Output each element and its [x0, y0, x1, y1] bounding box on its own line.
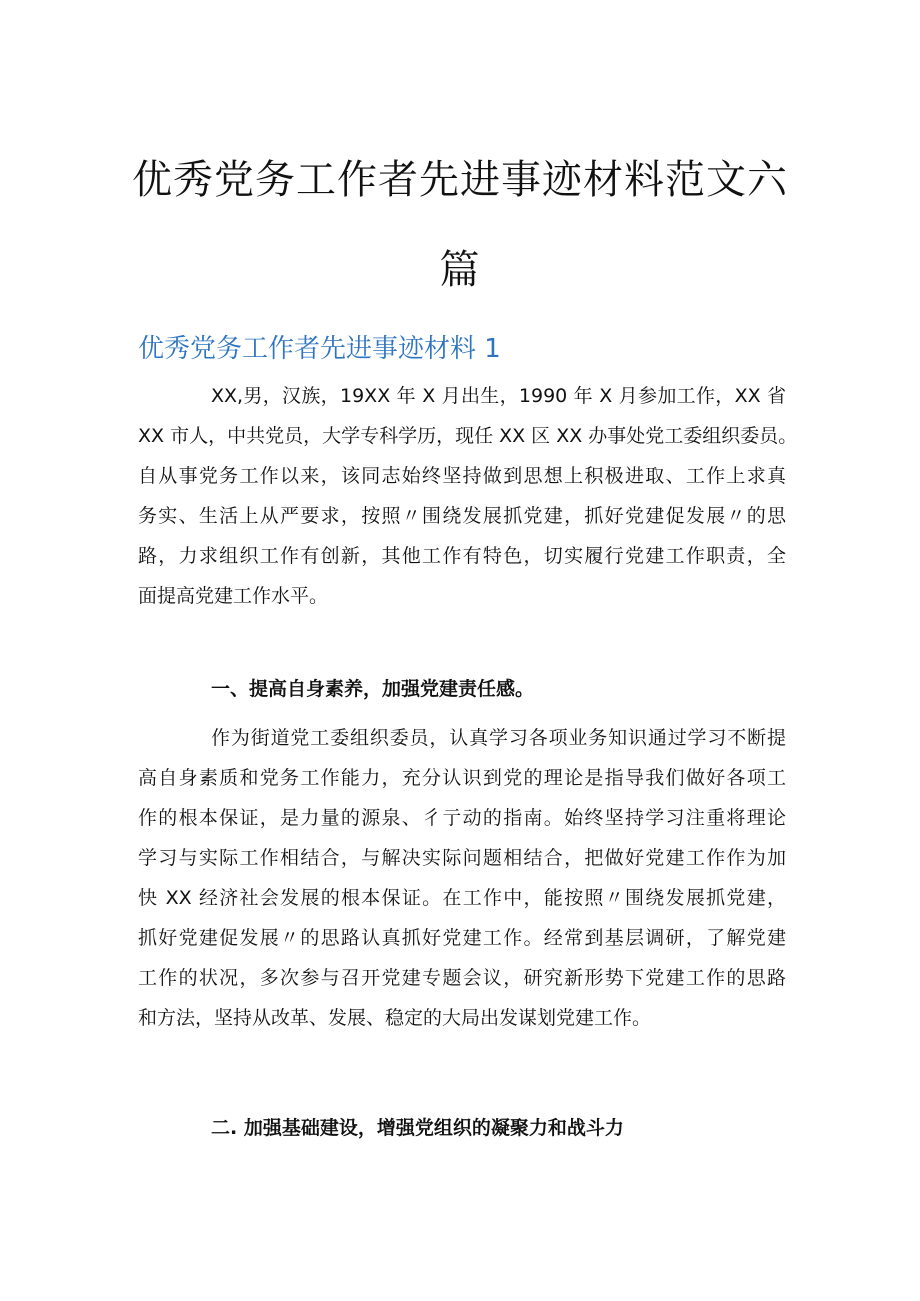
paragraph-line: 路，力求组织工作有创新，其他工作有特色，切实履行党建工作职责，全 — [138, 545, 786, 567]
paragraph-line: 学习与实际工作相结合，与解决实际问题相结合，把做好党建工作作为加 — [138, 847, 786, 869]
paragraph-line: 抓好党建促发展〃的思路认真抓好党建工作。经常到基层调研，了解党建 — [138, 927, 786, 949]
paragraph-line: 快 XX 经济社会发展的根本保证。在工作中，能按照〃围绕发展抓党建， — [138, 887, 786, 909]
paragraph-line: 作为街道党工委组织委员，认真学习各项业务知识通过学习不断提 — [211, 727, 786, 749]
paragraph-line: 作的根本保证，是力量的源泉、彳亍动的指南。始终坚持学习注重将理论 — [138, 807, 786, 829]
document-title-line-1: 优秀党务工作者先进事迹材料范文六 — [132, 157, 788, 203]
subheading-2: 二. 加强基础建设，增强党组织的凝聚力和战斗力 — [211, 1117, 624, 1139]
document-title-line-2: 篇 — [439, 247, 481, 293]
paragraph-line: 和方法，坚持从改革、发展、稳定的大局出发谋划党建工作。 — [138, 1007, 652, 1029]
paragraph-line: 高自身素质和党务工作能力，充分认识到党的理论是指导我们做好各项工 — [138, 767, 786, 789]
paragraph-line: 务实、生活上从严要求，按照〃围绕发展抓党建，抓好党建促发展〃的思 — [138, 505, 786, 527]
paragraph-line: XX 市人，中共党员，大学专科学历，现任 XX 区 XX 办事处党工委组织委员。 — [138, 425, 798, 447]
paragraph-2 — [138, 718, 786, 1038]
paragraph-line: 面提高党建工作水平。 — [138, 585, 329, 607]
paragraph-line: 自从事党务工作以来，该同志始终坚持做到思想上积极进取、工作上求真 — [138, 465, 786, 487]
paragraph-line: XX,男，汉族，19XX 年 X 月出生，1990 年 X 月参加工作，XX 省 — [211, 385, 786, 407]
section-heading: 优秀党务工作者先进事迹材料 1 — [138, 334, 501, 364]
paragraph-1 — [138, 376, 798, 616]
paragraph-line: 工作的状况，多次参与召开党建专题会议，研究新形势下党建工作的思路 — [138, 967, 786, 989]
subheading-1: 一、提高自身素养，加强党建责任感。 — [211, 678, 535, 700]
